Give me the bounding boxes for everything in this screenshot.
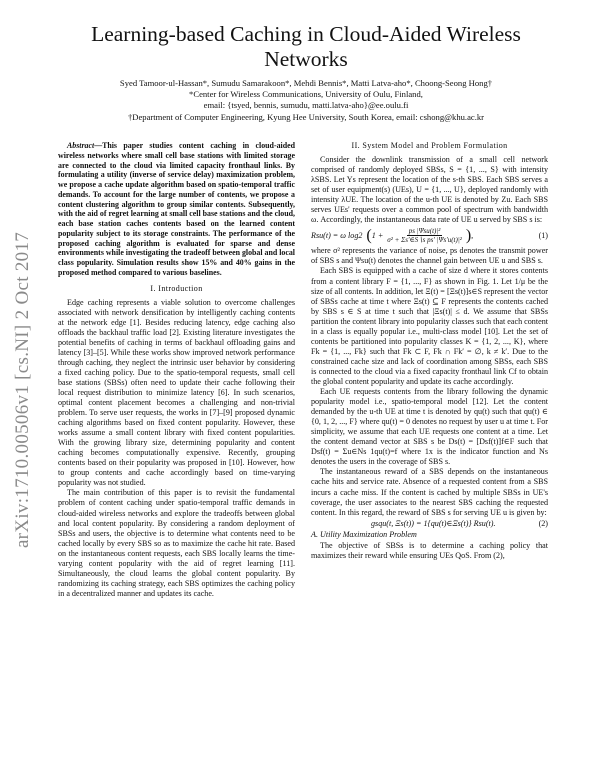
equation-1-denominator: σ² + Σs′∈S∖s ps′ |Ψs′u(t)|² <box>387 236 462 245</box>
left-paren: ( <box>366 226 372 244</box>
system-model-heading: II. System Model and Problem Formulation <box>351 141 508 150</box>
arxiv-id-text: arXiv:1710.00506v1 [cs.NI] 2 Oct 2017 <box>12 231 34 549</box>
system-paragraph-6: The objective of SBSs is to determine a caching policy that maximizes their reward while ensuring UEs QoS. From (2), <box>311 540 548 560</box>
arxiv-identifier <box>6 175 40 605</box>
abstract <box>58 141 295 278</box>
right-column <box>311 141 548 561</box>
intro-paragraph-2: The main contribution of this paper is to revisit the fundamental problem of content caching under spatio-temporal traffic demands in cloud-aided wireless networks and explore the tradeoffs between global and local content popularity. By considering a random deployment of SBSs and users, the objective is to determine what contents need to be cached locally by every SBS so as to maximize the cache hit rate. Based on the instantaneous content requests, each SBS locally learns the time-varying content popularity with the aid of regret learning [11]. Simultaneously, the cloud learns the global content popularity. By randomizing its caching strategy, each SBS optimizes the caching policy in a decentralized manner and updates its cache. <box>58 488 295 598</box>
affiliation-2: †Department of Computer Engineering, Kyung Hee University, South Korea, email: cshong@khu.ac.kr <box>127 111 485 122</box>
affiliation-1: *Center for Wireless Communications, University of Oulu, Finland, <box>189 89 423 100</box>
equation-1-fraction <box>385 227 464 244</box>
intro-paragraph-1: Edge caching represents a viable solution to overcome challenges associated with network densification by intelligently caching contents at the network edge [1]. Besides reducing latency, edge caching also offloads the backhaul traffic load [2]. Existing literature investigates the potential benefits of caching in terms of backhaul offloading gains and latency [3]–[5]. While these works show improved network performance through caching, they neglect the intrinsic user behavior by considering a fixed caching policy. Due to the spatio-temporal requests, small cell base stations (SBSs) often need to update their cache following their local request distribution to minimize latency [6]. In such scenarios, optimal content placement becomes a challenging and non-trivial problem. To serve user requests, the works in [7]–[9] proposed dynamic caching algorithms based on fixed content popularity. However, these works assume a small content library with fixed content popularities. With the growing library size, determining popularity and content caching becomes computationally expensive. Recently, grouping contents based on their popularity was proposed in [10]. However, how to group contents and cache accordingly based on time-varying popularity was not studied. <box>58 297 295 488</box>
equation-2-body: gsqu(t, Ξs(t)) = 1{qu(t)∈Ξs(t)} Rsu(t). <box>371 518 496 528</box>
left-column <box>58 141 295 599</box>
equation-2-number: (2) <box>538 518 548 528</box>
right-paren: ) <box>465 226 472 244</box>
equation-1-lhs: Rsu(t) = ω log2 <box>311 230 363 240</box>
system-paragraph-1: Consider the downlink transmission of a small cell network comprised of randomly deployed SBSs, S = {1, ..., S} with intensity λSBS. Let Ys represent the location of the s-th SBS. Each SBS serves a set of user equipment(s) (UEs), U = {1, ..., U}, deployed randomly with intensity λUE. The location of the u-th UE is denoted by Zu. Each SBS serves UEs' requests over a common pool of spectrum with bandwidth ω. Accordingly, the instantaneous data rate of UE u served by SBS s is: <box>311 155 548 225</box>
intro-heading: I. Introduction <box>150 283 203 293</box>
abstract-text: —This paper studies content caching in cloud-aided wireless networks where small cell base stations with limited storage are connected to the cloud via limited capacity fronthaul links. By formulating a utility (inverse of service delay) maximization problem, we propose a cache update algorithm based on spatio-temporal traffic demands. To account for the large number of contents, we propose a content clustering algorithm to group similar contents. Subsequently, with the aid of regret learning at small cell base stations and the cloud, each base station caches contents based on the learned content popularity subject to its storage constraints. The performance of the proposed caching algorithm is evaluated for sparse and dense environments while investigating the tradeoff between global and local class popularity. Simulation results show 15% and 40% gains in the proposed method compared to various baselines. <box>58 141 296 277</box>
abstract-label: Abstract <box>67 141 95 150</box>
system-paragraph-3: Each SBS is equipped with a cache of size d where it stores contents from a content library F = {1, ..., F} as shown in Fig. 1. Let 1/μ be the size of all contents. In addition, let Ξ(t) = [Ξs(t)]s∈S represent the vector of SBSs cache at time t where Ξs(t) ⊆ F represents the contents cached by SBS s ∈ S at time t such that |Ξs(t)| ≤ d. We assume that SBSs partition the content library into popularity classes such that each content in a class is equally popular i.e., multi-class model [10]. Let the set of contents be partitioned into popularity classes K = {1, 2, ..., K}, where Fk = {1, ..., Fk} such that Fk ⊂ F, Fk ∩ Fk′ = ∅, k ≠ k′. Due to the constrained cache size and lack of coordination among SBSs, each SBS is connected to the cloud via a fixed capacity fronthaul link Cf to obtain the global content popularity and update its cache accordingly. <box>311 266 548 386</box>
paper-title: Learning-based Caching in Cloud-Aided Wireless Networks <box>91 22 521 71</box>
equation-1-number: (1) <box>538 230 548 240</box>
subsection-heading: A. Utility Maximization Problem <box>311 529 417 539</box>
equation-1-numerator: ps |Ψsu(t)|² <box>408 227 441 236</box>
system-paragraph-5: The instantaneous reward of a SBS depends on the instantaneous cache hits and service rate. Absence of a requested content from a SBS incurs a cache miss. If the content is cached by multiple SBSs in UE's coverage, the user associates to the nearest SBS caching the requested content. In this regard, the reward of SBS s for serving UE u is given by: <box>311 467 548 517</box>
equation-1 <box>311 227 548 244</box>
system-paragraph-2: where σ² represents the variance of noise, ps denotes the transmit power of SBS s and Ψsu(t) denotes the channel gain between UE u and SBS s. <box>311 246 548 266</box>
email-1: email: {tsyed, bennis, sumudu, matti.latva-aho}@ee.oulu.fi <box>203 100 409 111</box>
equation-2 <box>311 519 548 529</box>
equation-1-rhs: ( 1 + $\frac{\text{ps |Ψsu(t)|²}}{\text{σ² + Σs′∈S∖s ps′ |Ψs′u(t)|²}}$ ) , <box>366 226 474 245</box>
system-paragraph-4: Each UE requests contents from the library following the dynamic popularity model i.e., spatio-temporal model [12]. Let the content demanded by the u-th UE at time t is denoted by qu(t) such that qu(t) ∈ {0, 1, 2, ..., F} where qu(t) = 0 denotes no request by user u at time t. For simplicity, we assume that each UE requests one content at a time. Let the content demand vector at SBS s be Ds(t) = [Dsf(t)]f∈F such that Dsf(t) = Σu∈Ns 1qu(t)=f where 1x is the indicator function and Ns denotes the users in the coverage of SBS s. <box>311 387 548 467</box>
author-names: Syed Tamoor-ul-Hassan*, Sumudu Samarakoon*, Mehdi Bennis*, Matti Latva-aho*, Choong-Seong Hong† <box>119 78 493 88</box>
author-block <box>48 78 564 123</box>
